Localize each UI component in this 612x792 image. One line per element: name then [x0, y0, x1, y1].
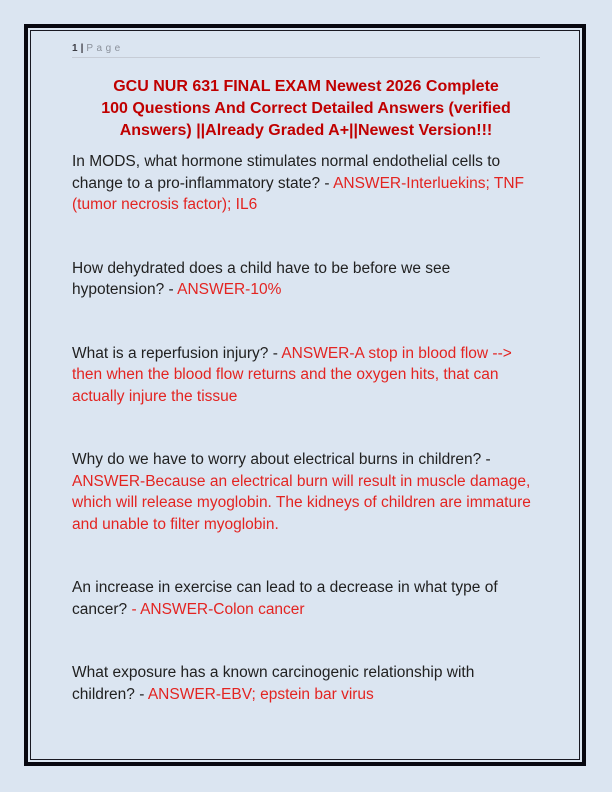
qa-item — [72, 577, 540, 620]
answer-text: ANSWER-EBV; epstein bar virus — [147, 685, 374, 703]
answer-text: - ANSWER-Colon cancer — [131, 600, 305, 618]
page-header-label: Page — [86, 43, 124, 54]
page-content — [72, 31, 540, 747]
title-line-1: GCU NUR 631 FINAL EXAM Newest 2026 Complete — [113, 78, 499, 95]
page-border-frame — [30, 30, 580, 760]
question-text: In MODS, what hormone stimulates normal endothelial cells to change to a pro-inflammatory state? - — [72, 153, 501, 192]
question-text: An increase in exercise can lead to a decrease in what type of cancer? — [72, 579, 498, 618]
qa-item — [72, 151, 540, 216]
answer-text: ANSWER-A stop in blood flow --> then when the blood flow returns and the oxygen hits, that can actually injure the tissue — [72, 344, 512, 405]
qa-item — [72, 662, 540, 705]
title-line-2: 100 Questions And Correct Detailed Answers (verified — [101, 100, 511, 117]
qa-item — [72, 449, 540, 535]
title-line-3: Answers) ||Already Graded A+||Newest Version!!! — [119, 122, 493, 139]
question-text: Why do we have to worry about electrical burns in children? - — [72, 451, 491, 468]
qa-item — [72, 343, 540, 408]
document-title — [72, 76, 540, 142]
qa-item — [72, 258, 540, 301]
answer-text: ANSWER-10% — [177, 281, 282, 298]
page-header — [72, 31, 540, 58]
page-header-divider: | — [80, 43, 84, 54]
page-number: 1 — [72, 43, 78, 54]
question-text: How dehydrated does a child have to be before we see hypotension? - — [72, 259, 451, 298]
question-text: What is a reperfusion injury? - — [72, 344, 282, 362]
answer-text: ANSWER-Interluekins; TNF (tumor necrosis factor); IL6 — [72, 174, 524, 213]
answer-text: ANSWER-Because an electrical burn will result in muscle damage, which will release myoglobin. The kidneys of children are immature and unable to filter myoglobin. — [72, 472, 531, 533]
question-text: What exposure has a known carcinogenic relationship with children? - — [72, 664, 475, 703]
